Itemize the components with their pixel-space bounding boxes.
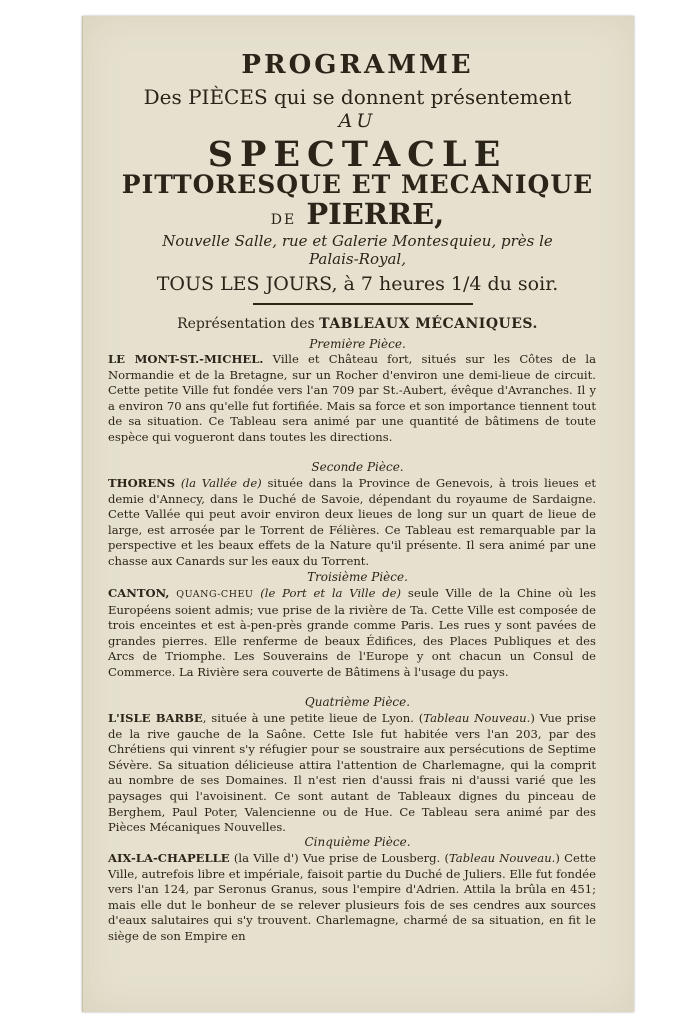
piece-5-note: Tableau Nouveau. bbox=[448, 851, 556, 865]
piece-3-title-sub: QUANG-CHEU bbox=[176, 589, 254, 600]
piece-3-paragraph bbox=[108, 586, 596, 681]
word-au: AU bbox=[338, 110, 377, 132]
piece-5-title: AIX-LA-CHAPELLE bbox=[108, 851, 230, 865]
representation-line bbox=[82, 317, 633, 331]
piece-2-heading: Seconde Pièce. bbox=[311, 460, 404, 474]
representation-prefix: Représentation des bbox=[177, 316, 315, 332]
piece-4-title: L'ISLE BARBE bbox=[108, 711, 203, 725]
venue-line-1: Nouvelle Salle, rue et Galerie Montesquieu, près le bbox=[162, 232, 553, 250]
piece-5-text: ) Cette Ville, autrefois libre et impériale, faisoit partie du Duché de Juliers. Elle fut fondée vers l'an 124, par Seronus Granus, sous l'empire d'Adrien. Attila la brûla en 451; mais elle dut le bonheur de se relever plusieurs fois de ses cendres aux sources d'eaux salutaires qui s'y trouvent. Charlemagne, charmé de sa situation, en fit le siège de son Empire en bbox=[108, 851, 596, 943]
schedule-line: TOUS LES JOURS, à 7 heures 1/4 du soir. bbox=[156, 273, 559, 295]
piece-5-text-before: (la Ville d') Vue prise de Lousberg. ( bbox=[229, 851, 449, 865]
header-divider bbox=[253, 303, 473, 305]
title-pittoresque: PITTORESQUE ET MECANIQUE bbox=[121, 170, 594, 199]
title-programme: PROGRAMME bbox=[241, 50, 474, 80]
subtitle-des-pieces: Des PIÈCES qui se donnent présentement bbox=[143, 85, 572, 109]
word-pierre: PIERRE, bbox=[306, 197, 445, 231]
piece-1-text: Ville et Château fort, situés sur les Côtes de la Normandie et de la Bretagne, sur un Rocher d'environ une demi-lieue de circuit. Cette petite Ville fut fondée vers l'an 709 par St.-Aubert, évêque d'Avranches. Il y a environ 70 ans qu'elle fut fortifiée. Mais sa force et son importance tiennent tout de sa situation. Ce Tableau sera animé par une quantité de bâtimens de toute espèce qui vogueront dans toutes les directions. bbox=[108, 352, 596, 444]
title-spectacle: SPECTACLE bbox=[207, 134, 508, 175]
piece-1-heading: Première Pièce. bbox=[309, 337, 406, 351]
piece-4-text: ) Vue prise de la rive gauche de la Saône. Cette Isle fut habitée vers l'an 203, par des Chrétiens qui vinrent s'y réfugier pour se soustraire aux persécutions de Septime Sévère. Sa situation délicieuse attira l'attention de Charlemagne, qui la comprit au nombre de ses Domaines. Il n'est rien d'aussi frais ni d'aussi varié que les paysages qui l'avoisinent. Ce sont autant de Tableaux dignes du pinceau de Berghem, Paul Poter, Valencienne ou de Hue. Ce Tableau sera animé par des Pièces Mécaniques Nouvelles. bbox=[108, 711, 597, 835]
piece-5-heading: Cinquième Pièce. bbox=[304, 835, 411, 849]
piece-4-paragraph bbox=[108, 711, 596, 836]
title-pierre bbox=[82, 197, 633, 231]
piece-5-paragraph bbox=[108, 851, 596, 945]
piece-4-note: Tableau Nouveau. bbox=[423, 711, 531, 725]
piece-3-text: seule Ville de la Chine où les Européens soient admis; vue prise de la rivière de Ta. Cette Ville est composée de trois enceintes et est à-pen-près grande comme Paris. Les rues y sont pavées de grandes pierres. Elle renferme de beaux Édifices, des Places Publiques et des Arcs de Triomphe. Les Souverains de l'Europe y ont chacun un Consul de Commerce. La Rivière sera couverte de Bâtimens à l'usage du pays. bbox=[108, 586, 597, 679]
piece-1-paragraph bbox=[108, 352, 596, 446]
piece-3-heading: Troisième Pièce. bbox=[307, 570, 408, 584]
piece-1-title: LE MONT-ST.-MICHEL. bbox=[108, 352, 264, 366]
piece-2-title-note: (la Vallée de) bbox=[180, 476, 262, 490]
piece-4-heading: Quatrième Pièce. bbox=[304, 695, 411, 709]
representation-label: TABLEAUX MÉCANIQUES. bbox=[319, 316, 538, 332]
piece-3-title-note: (le Port et la Ville de) bbox=[260, 586, 402, 600]
piece-2-title: THORENS bbox=[108, 476, 176, 490]
piece-2-text: située dans la Province de Genevois, à trois lieues et demie d'Annecy, dans le Duché de Savoie, dépendant du royaume de Sardaigne. Cette Vallée qui peut avoir environ deux lieues de long sur un quart de lieue de large, est arrosée par le Torrent de Félières. Ce Tableau est remarquable par la perspective et les beaux effets de la Nature qu'il présente. Il sera animé par une chasse aux Canards sur les eaux du Torrent. bbox=[108, 476, 596, 568]
venue-line-2: Palais-Royal, bbox=[309, 250, 406, 268]
piece-4-text-before: , située à une petite lieue de Lyon. ( bbox=[202, 711, 424, 725]
word-de: DE bbox=[270, 212, 297, 228]
piece-2-paragraph bbox=[108, 476, 596, 570]
piece-3-title: CANTON, bbox=[108, 586, 170, 600]
